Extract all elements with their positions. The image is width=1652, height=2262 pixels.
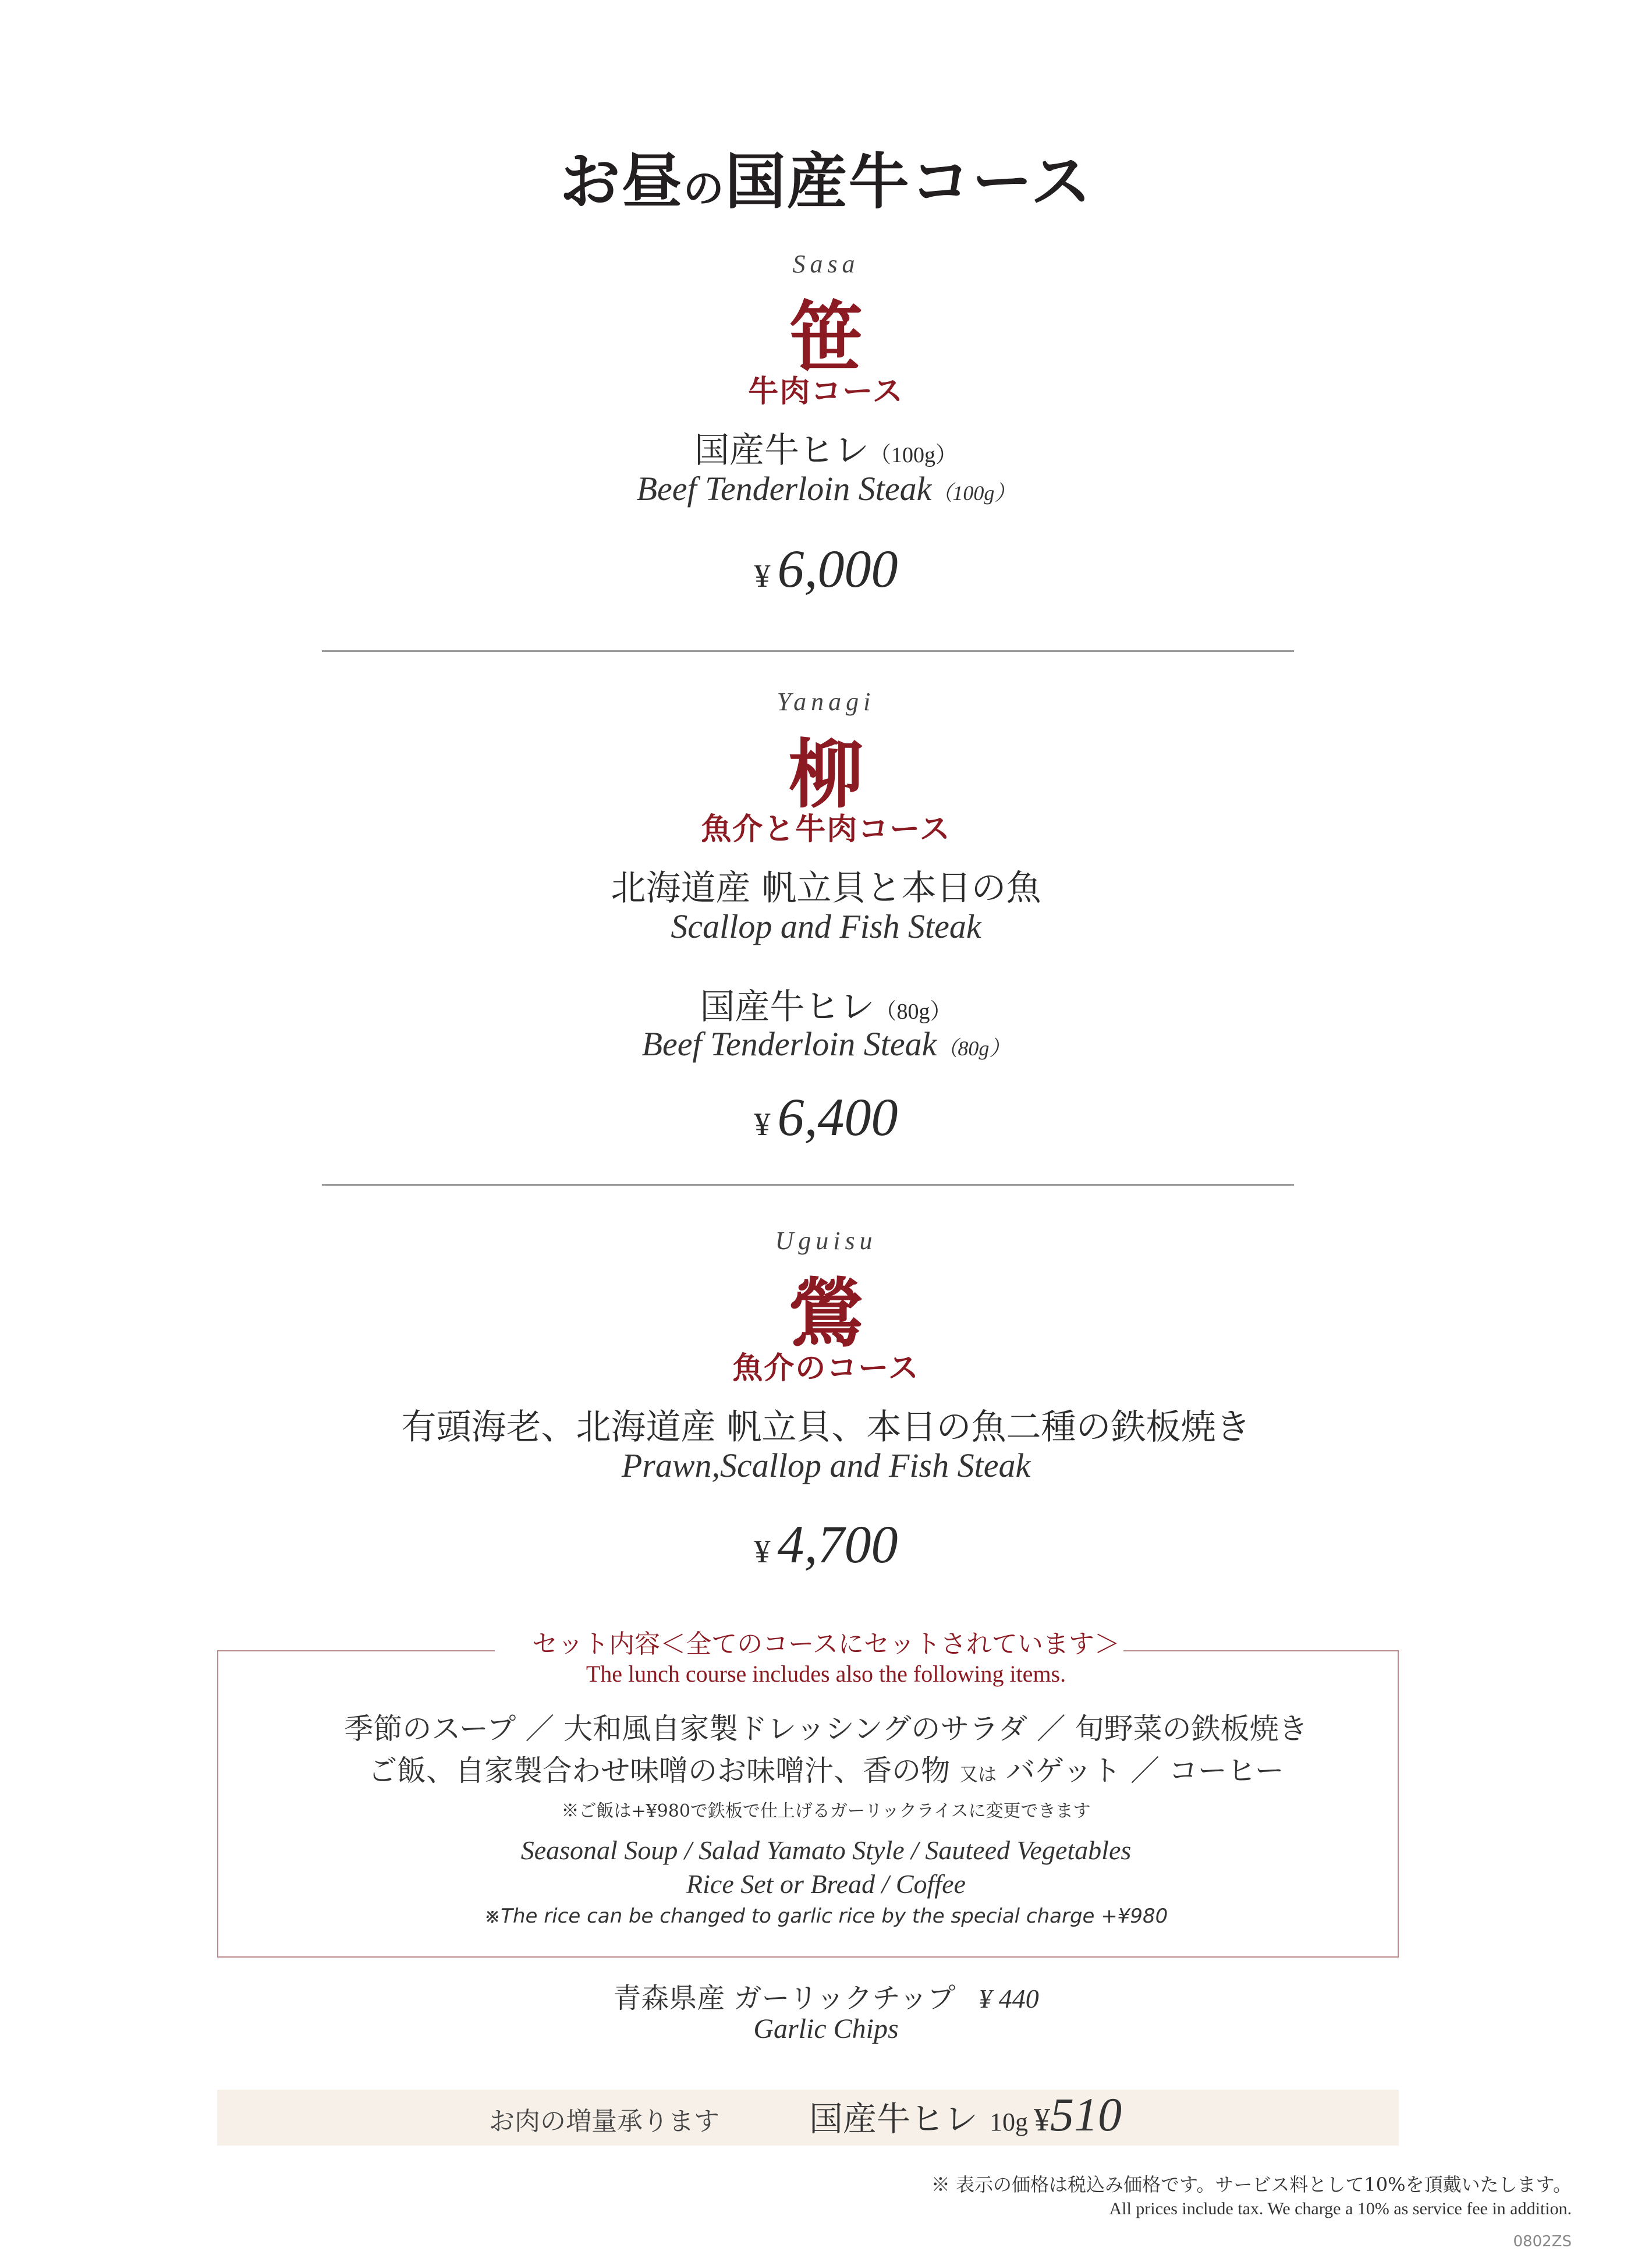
garlic-chips-price: ¥ 440 (979, 1984, 1039, 2013)
set-title-jp: セット内容＜全てのコースにセットされています＞ (532, 1629, 1120, 1659)
course-name: 魚介のコース (732, 1350, 920, 1386)
set-title-en: The lunch course includes also the following items. (586, 1661, 1066, 1687)
menu-item-jp (0, 423, 1652, 473)
extra-meat-price: 510 (1050, 2088, 1122, 2141)
menu-item-jp-text: 有頭海老、北海道産 帆立貝、本日の魚二種の鉄板焼き (401, 1407, 1251, 1448)
divider (322, 1184, 1294, 1186)
extra-meat-label: お肉の増量承ります (489, 2107, 719, 2136)
course-romaji: Sasa (792, 250, 860, 278)
menu-item-en (0, 1446, 1652, 1485)
menu-item-jp-text: 国産牛ヒレ (694, 430, 869, 471)
document-code: 0802ZS (1513, 2233, 1572, 2250)
yen-symbol: ¥ (754, 558, 771, 594)
menu-item-en-text: Beef Tenderloin Steak (641, 1025, 937, 1063)
yen-symbol: ¥ (1034, 2102, 1051, 2138)
set-note-en: ※The rice can be changed to garlic rice by the special charge +¥980 (484, 1905, 1168, 1928)
set-line1-jp: 季節のスープ ／ 大和風自家製ドレッシングのサラダ ／ 旬野菜の鉄板焼き (344, 1712, 1308, 1746)
price-value: 6,000 (777, 539, 898, 598)
course-kanji: 笹 (788, 293, 863, 381)
menu-item-en-weight: （100g） (931, 481, 1016, 505)
menu-item-jp (0, 860, 1652, 910)
tax-note-jp: ※ 表示の価格は税込み価格です。サービス料として10%を頂戴いたします。 (931, 2174, 1572, 2196)
course-price (0, 1513, 1652, 1575)
tax-note-en: All prices include tax. We charge a 10% as service fee in addition. (1109, 2199, 1572, 2218)
menu-item-en-text: Scallop and Fish Steak (671, 907, 981, 945)
yen-symbol: ¥ (754, 1107, 771, 1143)
menu-item-jp-weight: （80g） (874, 999, 952, 1024)
title-particle: の (683, 164, 725, 212)
menu-item-en-text: Beef Tenderloin Steak (636, 470, 932, 508)
title-main-2: 国産牛コース (725, 146, 1093, 217)
menu-item-en-text: Prawn,Scallop and Fish Steak (621, 1446, 1031, 1484)
menu-item-jp-weight: （100g） (868, 443, 958, 467)
price-value: 6,400 (777, 1087, 898, 1147)
divider (322, 650, 1294, 652)
set-line2-en: Rice Set or Bread / Coffee (686, 1869, 966, 1899)
price-value: 4,700 (777, 1515, 898, 1574)
set-line2-jp-a: ご飯、自家製合わせ味噌のお味噌汁、香の物 (368, 1754, 951, 1788)
course-name: 牛肉コース (748, 374, 904, 409)
course-kanji: 柳 (788, 731, 863, 818)
set-line2-jp-or: 又は (959, 1763, 997, 1785)
extra-meat-weight: 10g (990, 2108, 1029, 2136)
course-price (0, 1086, 1652, 1148)
page-title (0, 133, 1652, 220)
garlic-chips-name: 青森県産 ガーリックチップ (613, 1982, 956, 2015)
menu-item-jp-text: 国産牛ヒレ (700, 987, 875, 1027)
menu-item-en (0, 907, 1652, 946)
set-note-jp: ※ご飯は+¥980で鉄板で仕上げるガーリックライスに変更できます (561, 1801, 1091, 1821)
course-price (0, 538, 1652, 600)
menu-item-en (0, 1024, 1652, 1063)
menu-item-jp (0, 1399, 1652, 1449)
extra-meat-name: 国産牛ヒレ (809, 2099, 979, 2139)
course-romaji: Uguisu (775, 1226, 877, 1255)
title-main-1: お昼 (559, 146, 683, 217)
course-romaji: Yanagi (777, 687, 875, 716)
menu-item-jp-text: 北海道産 帆立貝と本日の魚 (611, 868, 1041, 909)
garlic-chips-jp (0, 1976, 1652, 2016)
menu-item-en (0, 469, 1652, 508)
extra-meat-item (809, 2087, 1122, 2142)
set-line2-jp-b: バゲット ／ コーヒー (1006, 1754, 1284, 1788)
course-name: 魚介と牛肉コース (701, 811, 951, 847)
yen-symbol: ¥ (754, 1534, 771, 1570)
course-kanji: 鶯 (788, 1270, 863, 1357)
menu-item-en-weight: （80g） (937, 1037, 1011, 1060)
menu-item-jp (0, 979, 1652, 1029)
garlic-chips-en: Garlic Chips (753, 2013, 899, 2044)
set-line2-jp (0, 1747, 1652, 1789)
extra-meat-bar (217, 2090, 1399, 2146)
set-line1-en: Seasonal Soup / Salad Yamato Style / Sauteed Vegetables (520, 1835, 1132, 1865)
